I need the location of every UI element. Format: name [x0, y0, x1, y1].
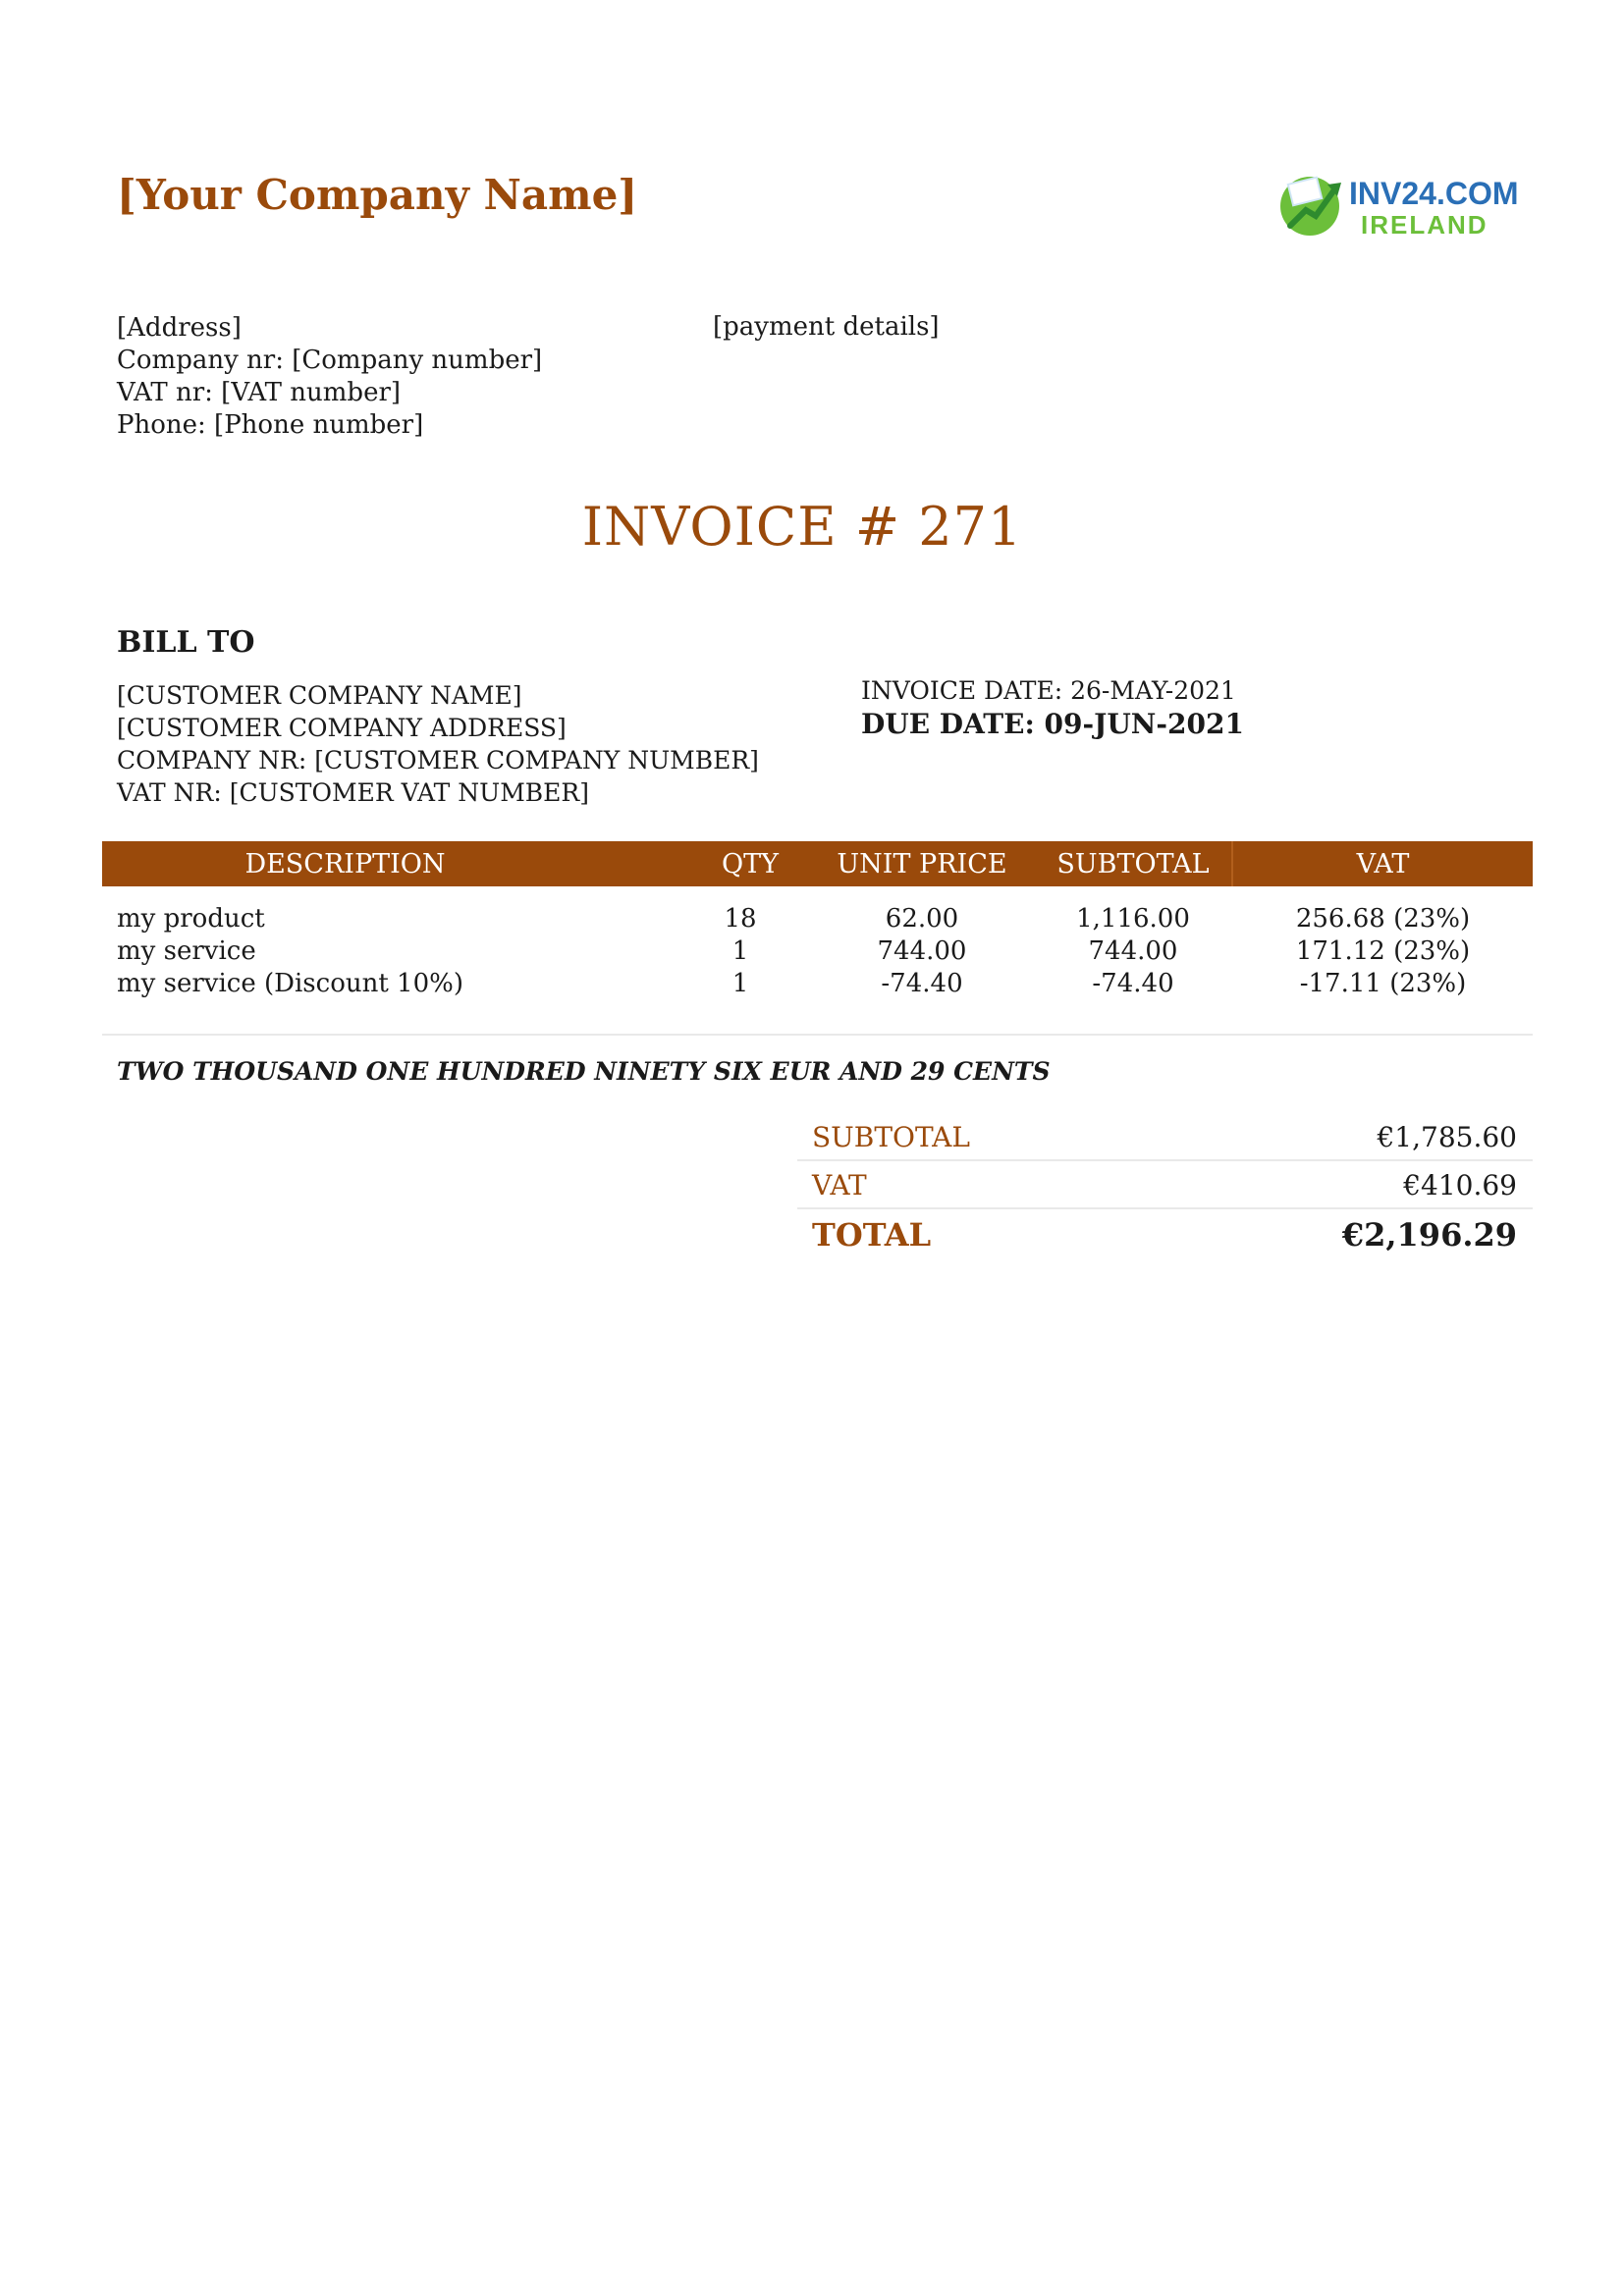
customer-vat: VAT NR: [CUSTOMER VAT NUMBER] — [117, 778, 590, 807]
total-row — [797, 1216, 1533, 1255]
company-name: [Your Company Name] — [117, 171, 638, 219]
header-unit-price: UNIT PRICE — [837, 849, 1007, 880]
header-subtotal: SUBTOTAL — [1056, 849, 1210, 880]
cell-vat: 256.68 (23%) — [1295, 904, 1471, 934]
customer-address: [CUSTOMER COMPANY ADDRESS] — [117, 714, 567, 742]
customer-name: [CUSTOMER COMPANY NAME] — [117, 681, 522, 710]
invoice-date: INVOICE DATE: 26-MAY-2021 — [861, 676, 1236, 705]
company-address-block — [117, 312, 542, 442]
cell-qty: 1 — [731, 936, 749, 966]
table-row — [102, 936, 1533, 969]
svg-text:IRELAND: IRELAND — [1361, 210, 1489, 240]
vat-label: VAT — [812, 1169, 867, 1201]
bill-to-heading: BILL TO — [117, 625, 255, 660]
customer-company-number: COMPANY NR: [CUSTOMER COMPANY NUMBER] — [117, 746, 759, 774]
cell-qty: 18 — [724, 904, 757, 934]
cell-description: my service (Discount 10%) — [117, 969, 463, 998]
cell-vat: -17.11 (23%) — [1299, 969, 1467, 998]
cell-description: my service — [117, 936, 256, 966]
vat-value: €410.69 — [1403, 1169, 1517, 1201]
cell-unit-price: 744.00 — [877, 936, 967, 966]
table-row — [102, 969, 1533, 1001]
vat-row — [797, 1169, 1533, 1204]
bill-to-block — [117, 679, 759, 809]
logo-icon — [1276, 167, 1519, 245]
cell-subtotal: 1,116.00 — [1076, 904, 1190, 934]
table-header — [102, 841, 1533, 886]
total-value: €2,196.29 — [1341, 1216, 1517, 1254]
header-qty: QTY — [722, 849, 779, 880]
svg-text:INV24.COM: INV24.COM — [1349, 176, 1519, 211]
amount-in-words: TWO THOUSAND ONE HUNDRED NINETY SIX EUR AND 29 CENTS — [117, 1057, 1051, 1086]
inv24-logo — [1276, 167, 1519, 245]
company-address: [Address] — [117, 313, 242, 343]
cell-unit-price: -74.40 — [881, 969, 963, 998]
header-vat: VAT — [1356, 849, 1410, 880]
company-number: Company nr: [Company number] — [117, 346, 543, 375]
totals-divider — [797, 1159, 1533, 1161]
cell-qty: 1 — [731, 969, 749, 998]
header-description: DESCRIPTION — [244, 849, 446, 880]
cell-subtotal: -74.40 — [1092, 969, 1174, 998]
company-phone: Phone: [Phone number] — [117, 410, 424, 440]
payment-details: [payment details] — [713, 312, 940, 342]
cell-vat: 171.12 (23%) — [1295, 936, 1471, 966]
cell-description: my product — [117, 904, 265, 934]
dates-block — [861, 674, 1244, 741]
cell-unit-price: 62.00 — [885, 904, 959, 934]
totals-divider — [797, 1207, 1533, 1209]
due-date: DUE DATE: 09-JUN-2021 — [861, 708, 1244, 740]
subtotal-value: €1,785.60 — [1377, 1121, 1517, 1153]
total-label: TOTAL — [812, 1216, 932, 1254]
subtotal-row — [797, 1121, 1533, 1156]
table-divider — [102, 1034, 1533, 1036]
table-row — [102, 904, 1533, 936]
company-vat: VAT nr: [VAT number] — [117, 378, 402, 407]
line-items — [102, 904, 1533, 1001]
invoice-title: INVOICE # 271 — [581, 496, 1023, 558]
cell-subtotal: 744.00 — [1088, 936, 1178, 966]
subtotal-label: SUBTOTAL — [812, 1121, 970, 1153]
